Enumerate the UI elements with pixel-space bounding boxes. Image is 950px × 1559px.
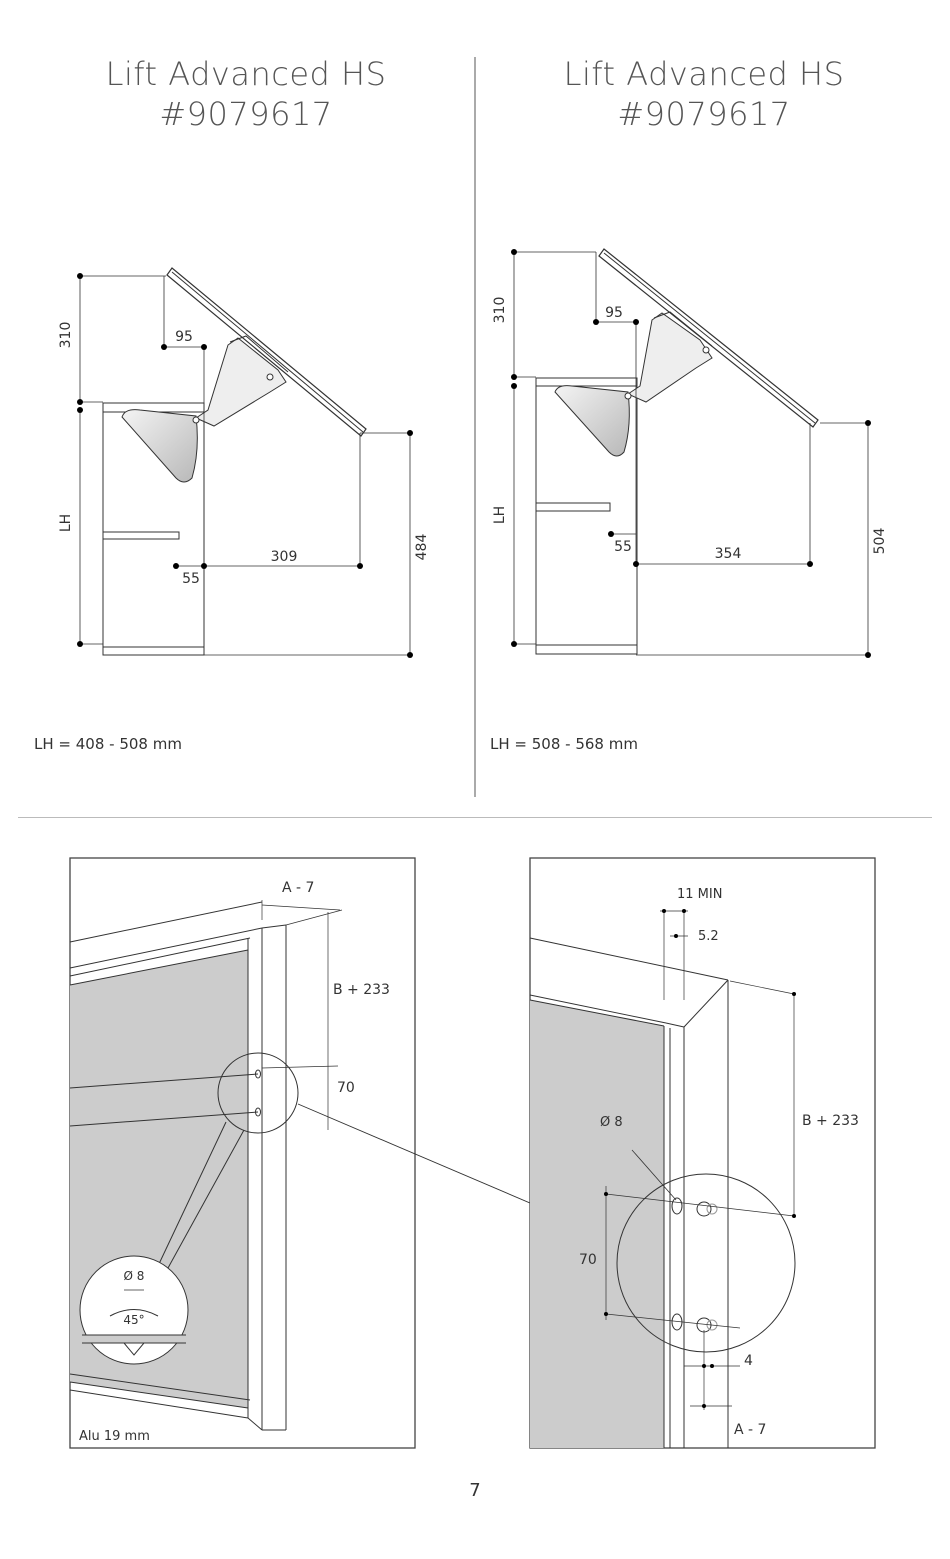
right-title-line2: #9079617 bbox=[617, 95, 791, 133]
left-dim-height: 484 bbox=[414, 533, 430, 561]
detail-right-dim-b: B + 233 bbox=[802, 1113, 859, 1129]
left-dim-lh: LH bbox=[58, 513, 74, 533]
left-shelf bbox=[103, 532, 179, 539]
right-dim-height: 504 bbox=[872, 527, 888, 555]
detail-right-dim-a: A - 7 bbox=[734, 1422, 767, 1438]
left-dim-depth: 309 bbox=[270, 549, 298, 565]
page-number: 7 bbox=[469, 1480, 481, 1501]
right-cabinet-drawing bbox=[511, 249, 871, 658]
left-title-line1: Lift Advanced HS bbox=[105, 55, 387, 93]
left-lh-range: LH = 408 - 508 mm bbox=[34, 735, 182, 753]
detail-left-material: Alu 19 mm bbox=[79, 1429, 150, 1444]
left-dim-55: 55 bbox=[182, 571, 200, 587]
right-dim-55: 55 bbox=[614, 539, 632, 555]
right-dim-top: 310 bbox=[492, 296, 508, 324]
right-lh-range: LH = 508 - 568 mm bbox=[490, 735, 638, 753]
detail-left-hole: Ø 8 bbox=[123, 1269, 145, 1283]
detail-right-hole: Ø 8 bbox=[600, 1115, 623, 1130]
left-title-line2: #9079617 bbox=[159, 95, 333, 133]
left-cabinet-drawing bbox=[77, 268, 413, 658]
detail-right-dim-52: 5.2 bbox=[698, 929, 719, 944]
left-dim-top: 310 bbox=[58, 321, 74, 349]
detail-left-dim-70: 70 bbox=[337, 1080, 355, 1096]
right-title-line1: Lift Advanced HS bbox=[563, 55, 845, 93]
detail-right-dim-70: 70 bbox=[579, 1252, 597, 1268]
right-dim-offset: 95 bbox=[605, 305, 623, 321]
detail-right-dim-11: 11 MIN bbox=[677, 887, 723, 902]
detail-right-drawing bbox=[530, 858, 875, 1448]
detail-left-angle: 45° bbox=[123, 1313, 145, 1327]
right-dim-lh: LH bbox=[492, 505, 508, 525]
detail-right-dim-4: 4 bbox=[744, 1353, 753, 1369]
detail-left-dim-b: B + 233 bbox=[333, 982, 390, 998]
right-dim-depth: 354 bbox=[714, 546, 742, 562]
right-shelf bbox=[536, 503, 610, 511]
left-dim-offset: 95 bbox=[175, 329, 193, 345]
detail-left-dim-a: A - 7 bbox=[282, 880, 315, 896]
